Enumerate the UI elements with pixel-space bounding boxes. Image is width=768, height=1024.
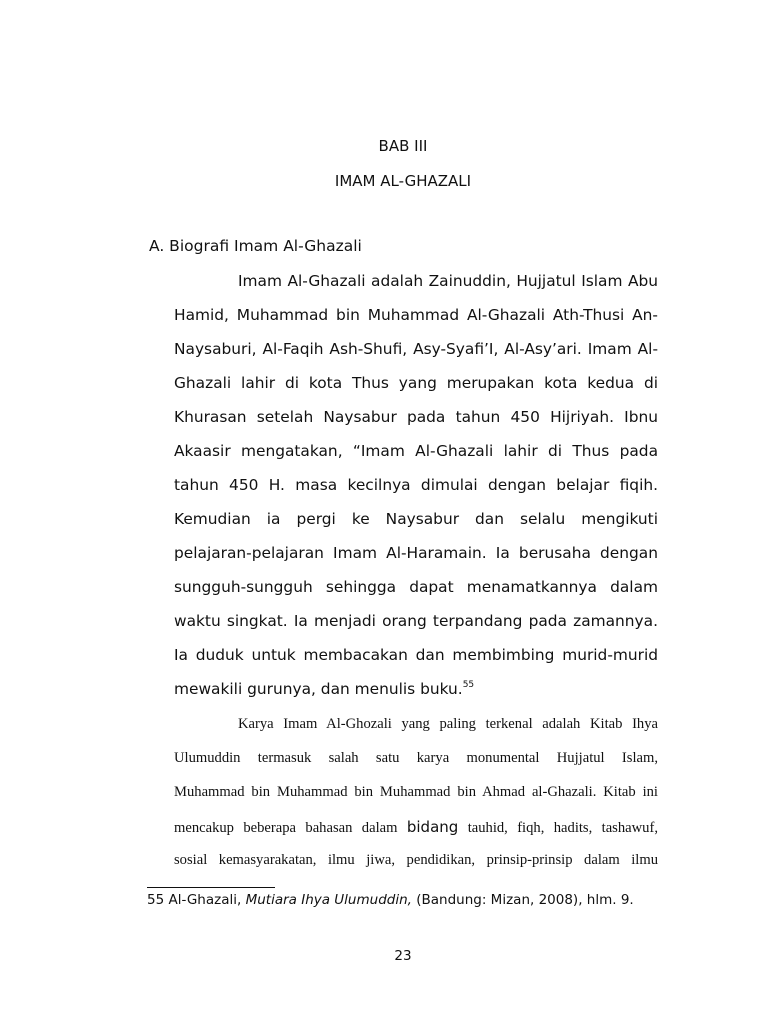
paragraph1-line: sungguh-sungguh sehingga dapat menamatkannya dalam <box>174 578 658 596</box>
paragraph1-line: Kemudian ia pergi ke Naysabur dan selalu mengikuti <box>174 510 658 528</box>
footnote-reference: 55 <box>462 680 475 690</box>
paragraph1-line: Ghazali lahir di kota Thus yang merupakan kota kedua di <box>174 374 658 392</box>
paragraph2-text: mencakup beberapa bahasan dalam <box>174 820 398 836</box>
footnote-author: Al-Ghazali, <box>168 892 242 908</box>
paragraph2-line <box>174 818 658 837</box>
footnote-number: 55 <box>147 892 165 908</box>
paragraph1-last-line <box>174 680 658 698</box>
footnote-title: Mutiara Ihya Ulumuddin, <box>245 892 412 908</box>
footnote-publication: (Bandung: Mizan, 2008), hlm. 9. <box>416 892 634 908</box>
paragraph2-line: Karya Imam Al-Ghozali yang paling terkenal adalah Kitab Ihya <box>238 716 658 732</box>
paragraph2-text: tauhid, fiqh, hadits, tashawuf, <box>467 820 658 836</box>
footnote <box>147 892 634 908</box>
paragraph1-line: waktu singkat. Ia menjadi orang terpandang pada zamannya. <box>174 612 658 630</box>
paragraph1-line: Khurasan setelah Naysabur pada tahun 450 Hijriyah. Ibnu <box>174 408 658 426</box>
section-heading: A. Biografi Imam Al-Ghazali <box>149 237 362 255</box>
paragraph1-line: pelajaran-pelajaran Imam Al-Haramain. Ia berusaha dengan <box>174 544 658 562</box>
paragraph2-sans-word: bidang <box>406 818 459 836</box>
paragraph1-line-text: mewakili gurunya, dan menulis buku. <box>174 680 463 698</box>
paragraph1-line: tahun 450 H. masa kecilnya dimulai dengan belajar fiqih. <box>174 476 658 494</box>
page-number: 23 <box>394 948 412 964</box>
paragraph2-line: Muhammad bin Muhammad bin Muhammad bin Ahmad al-Ghazali. Kitab ini <box>174 784 658 800</box>
paragraph1-line: Hamid, Muhammad bin Muhammad Al-Ghazali Ath-Thusi An- <box>174 306 658 324</box>
paragraph1-line: Ia duduk untuk membacakan dan membimbing murid-murid <box>174 646 658 664</box>
paragraph1-line: Naysaburi, Al-Faqih Ash-Shufi, Asy-Syafi’I, Al-Asy’ari. Imam Al- <box>174 340 658 358</box>
paragraph2-line: sosial kemasyarakatan, ilmu jiwa, pendidikan, prinsip-prinsip dalam ilmu <box>174 852 658 868</box>
chapter-label: BAB III <box>378 137 428 155</box>
chapter-title: IMAM AL-GHAZALI <box>334 172 472 190</box>
paragraph2-line: Ulumuddin termasuk salah satu karya monumental Hujjatul Islam, <box>174 750 658 766</box>
paragraph1-line: Akaasir mengatakan, “Imam Al-Ghazali lahir di Thus pada <box>174 442 658 460</box>
footnote-separator <box>147 887 275 888</box>
paragraph1-line: Imam Al-Ghazali adalah Zainuddin, Hujjatul Islam Abu <box>238 272 658 290</box>
